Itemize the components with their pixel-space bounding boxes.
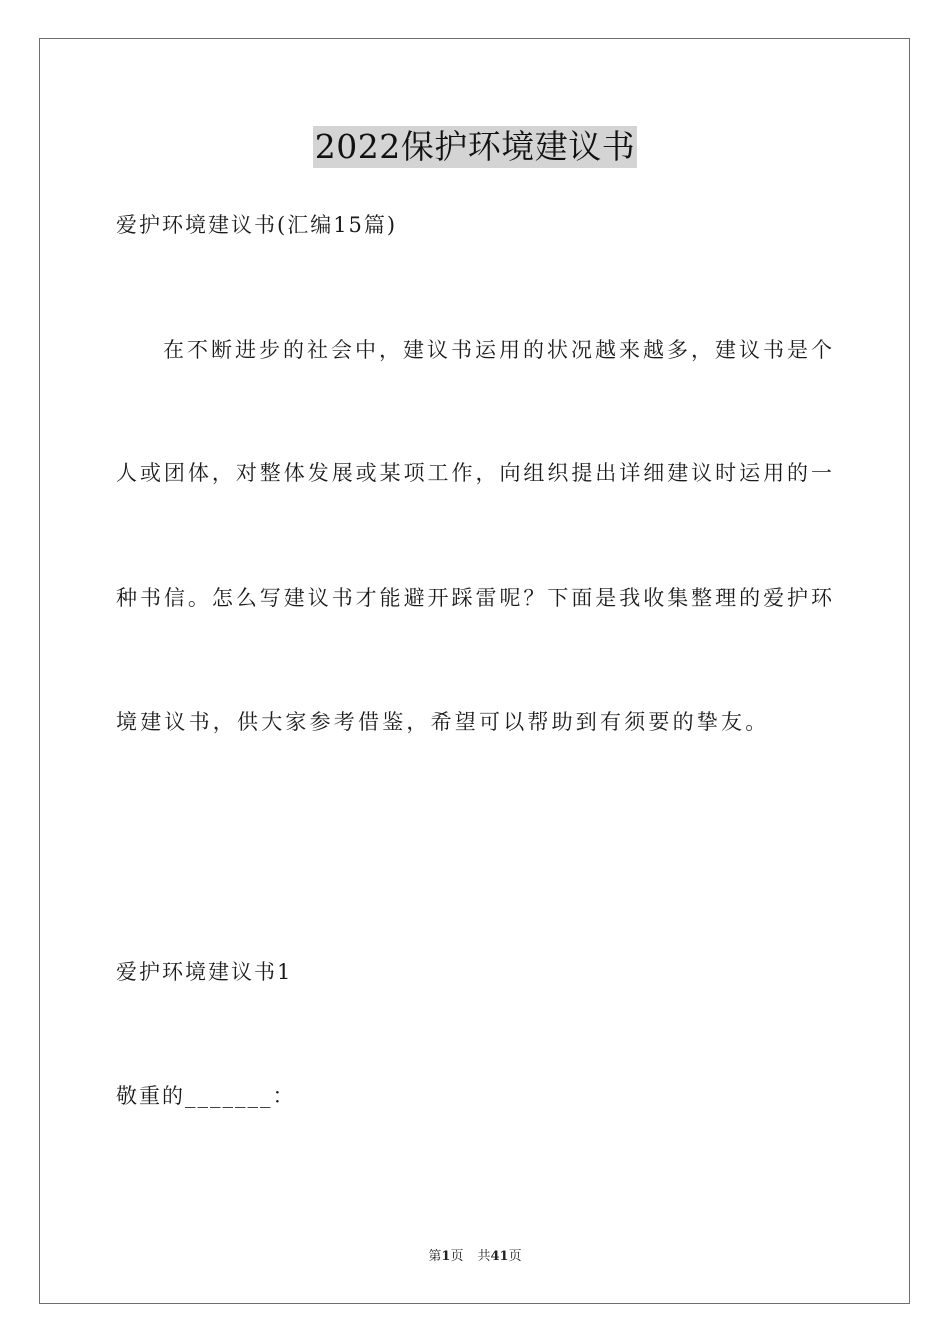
page-total: 41 bbox=[490, 1249, 509, 1264]
page-current: 1 bbox=[441, 1249, 451, 1264]
page-footer bbox=[0, 1248, 950, 1266]
intro-paragraph-line: 种书信。怎么写建议书才能避开踩雷呢？下面是我收集整理的爱护环 bbox=[116, 586, 832, 610]
intro-paragraph-line: 境建议书，供大家参考借鉴，希望可以帮助到有须要的挚友。 bbox=[116, 710, 770, 734]
total-prefix: 共 bbox=[477, 1249, 491, 1264]
section-heading: 爱护环境建议书1 bbox=[116, 960, 293, 984]
salutation: 敬重的_______： bbox=[116, 1084, 296, 1108]
document-subtitle: 爱护环境建议书(汇编15篇) bbox=[116, 213, 398, 237]
intro-paragraph-line: 人或团体，对整体发展或某项工作，向组织提出详细建议时运用的一 bbox=[116, 461, 832, 485]
total-suffix: 页 bbox=[508, 1249, 522, 1264]
page-prefix: 第 bbox=[428, 1249, 442, 1264]
intro-paragraph-line: 在不断进步的社会中，建议书运用的状况越来越多，建议书是个 bbox=[163, 338, 832, 362]
document-title: 2022保护环境建议书 bbox=[314, 127, 636, 166]
title-container bbox=[0, 126, 950, 168]
page-suffix: 页 bbox=[450, 1249, 464, 1264]
